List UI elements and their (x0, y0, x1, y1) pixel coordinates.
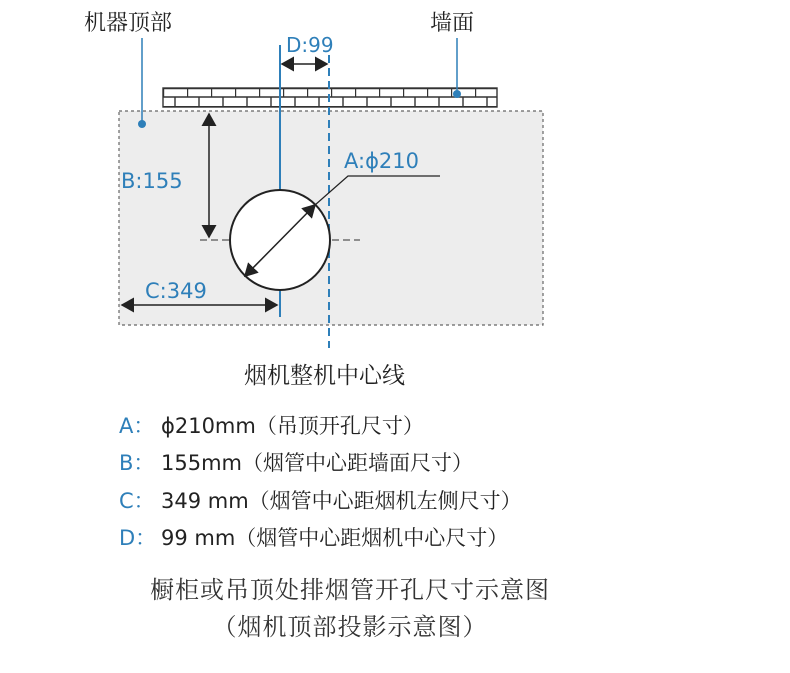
dimension-b-label: B:155 (121, 169, 183, 193)
dimension-a-label: A:ϕ210 (344, 149, 420, 173)
legend-key-a: A： (119, 413, 155, 438)
centerline-label: 烟机整机中心线 (244, 363, 405, 389)
legend-key-b: B： (119, 451, 155, 476)
wall-dot (453, 90, 461, 98)
legend-row-d (119, 519, 719, 557)
legend-key-c: C： (119, 488, 155, 513)
machine-top-label: 机器顶部 (84, 11, 173, 36)
caption-title: 橱柜或吊顶处排烟管开孔尺寸示意图 (150, 576, 550, 604)
caption-subtitle: （烟机顶部投影示意图） (212, 613, 488, 641)
legend-row-b (119, 444, 719, 482)
dimension-d-label: D:99 (286, 33, 334, 57)
legend-text-a: ϕ210mm（吊顶开孔尺寸） (161, 413, 424, 438)
legend-key-d: D： (119, 526, 157, 551)
dimension-c-label: C:349 (145, 279, 207, 303)
legend-text-d: 99 mm（烟管中心距烟机中心尺寸） (161, 526, 509, 551)
machine-top-dot (138, 120, 146, 128)
legend-text-b: 155mm（烟管中心距墙面尺寸） (161, 451, 473, 476)
dimension-legend (119, 406, 719, 556)
legend-text-c: 349 mm（烟管中心距烟机左侧尺寸） (161, 488, 522, 513)
legend-row-a (119, 406, 719, 444)
wall-label: 墙面 (430, 11, 475, 36)
legend-row-c (119, 481, 719, 519)
